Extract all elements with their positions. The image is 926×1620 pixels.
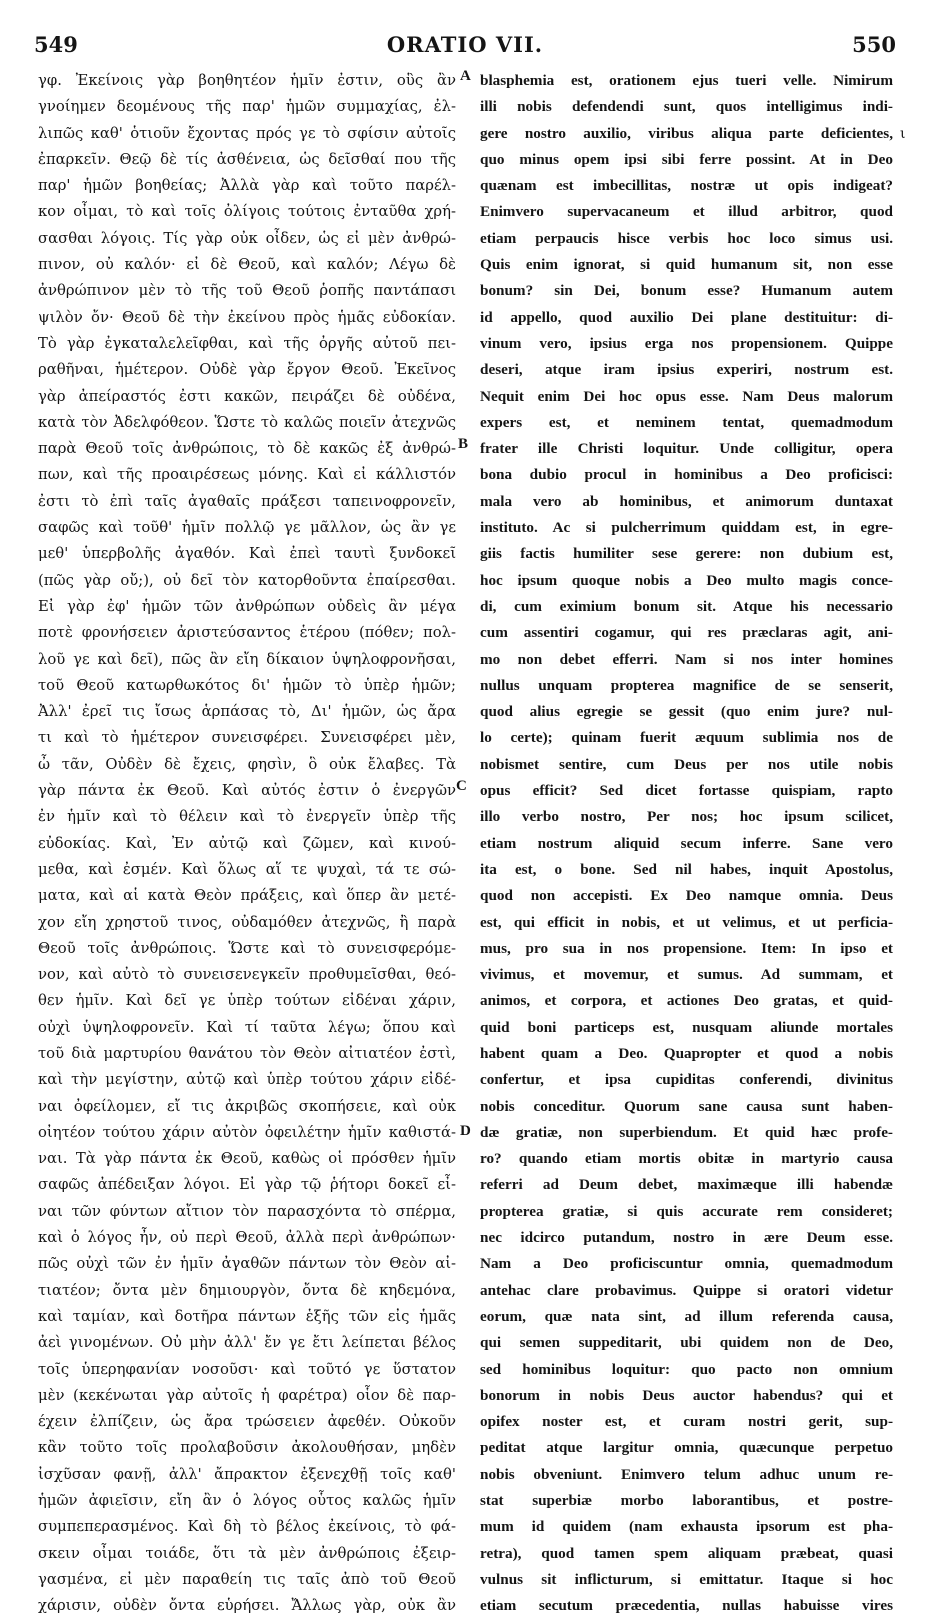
greek-text-line: σαφῶς ἀπέδειξαν λόγοι. Εἰ γὰρ τῷ ῥήτορι δοκεῖ εἶ- (38, 1176, 456, 1194)
latin-text-line: animos, et corpora, et actiones Deo gratas, et quid- (480, 992, 893, 1010)
greek-text-line: ἀεὶ γινομένων. Οὐ μὴν ἀλλ' ἔν γε ἔτι λείπεται βέλος (38, 1334, 456, 1352)
page-number-left: 549 (34, 32, 78, 57)
greek-text-line: Τὸ γὰρ ἐγκαταλελεῖφθαι, καὶ τῆς ὀργῆς αὐτοῦ πει- (38, 334, 456, 352)
greek-text-line: ναι. Τὰ γὰρ πάντα ἐκ Θεοῦ, καθὼς οἱ πρόσθεν ἡμῖν (38, 1150, 456, 1168)
latin-text-line: nobismet sentire, cum Deus per nos utile nobis (480, 755, 893, 773)
greek-text-line: τοῖς ὑπερηφανίαν νοσοῦσι· καὶ τοῦτό γε ὕστατον (38, 1360, 456, 1378)
latin-text-line: antehac clare probavimus. Quippe si oratori videtur (480, 1281, 893, 1299)
greek-text-line: οὐχὶ ὑψηλοφρονεῖν. Καὶ τί ταῦτα λέγω; ὅπου καὶ (38, 1018, 456, 1036)
latin-text-line: deseri, atque iram ipsius experiri, nostrum est. (480, 361, 893, 379)
margin-mark: ι (900, 126, 906, 142)
greek-text-line: τιατέον; ὄντα μὲν δημιουργὸν, ὄντα δὲ κηδεμόνα, (38, 1281, 456, 1299)
greek-text-line: παρὰ Θεοῦ τοῖς ἀνθρώποις, τὸ δὲ κακῶς ἐξ ἀνθρώ- (38, 440, 456, 458)
greek-text-line: ναι τῶν φύντων αἴτιον τὸν παρασχόντα τὸ σπέρμα, (38, 1202, 456, 1220)
latin-text-line: mum id quidem (nam exhausta ipsorum est pha- (480, 1518, 893, 1536)
greek-text-line: χάρισιν, οὐδὲν ὄντα εὑρήσει. Ἄλλως γὰρ, οὐκ ἂν (38, 1597, 456, 1615)
latin-text-line: opifex noster est, et curam nostri gerit, sup- (480, 1413, 893, 1431)
latin-text-line: quod alius egregie se gessit (quo enim jure? nul- (480, 703, 893, 721)
greek-text-line: κἂν τοῦτο τοῖς προλαβοῦσιν ἀκολουθήσαν, μηδὲν (38, 1439, 456, 1457)
latin-text-line: Enimvero supervacaneum et illud arbitror, quod (480, 203, 893, 221)
latin-text-column (480, 68, 893, 1615)
latin-text-line: bona dubio procul in hominibus a Deo proficisci: (480, 466, 893, 484)
latin-text-line: Nam a Deo proficiscuntur omnia, quemadmodum (480, 1255, 893, 1273)
latin-text-line: quod non accepisti. Ex Deo namque omnia. Deus (480, 887, 893, 905)
latin-text-line: propterea gratiæ, si quis accurate rem consideret; (480, 1202, 893, 1220)
greek-text-line: πων, καὶ τῆς προαιρέσεως μόνης. Καὶ εἰ κάλλιστόν (38, 466, 456, 484)
latin-text-line: instituto. Ac si pulcherrimum quiddam est, in egre- (480, 519, 893, 537)
greek-text-line: γασμένα, εἰ μὲν παραθείη τις ταῖς ἀπὸ τοῦ Θεοῦ (38, 1570, 456, 1588)
latin-text-line: mala vero ab hominibus, et animorum duntaxat (480, 492, 893, 510)
greek-text-line: πῶς οὐχὶ τῶν ἐν ἡμῖν ἀγαθῶν πάντων τὸν Θεὸν αἰ- (38, 1255, 456, 1273)
latin-text-line: etiam nostrum aliquid secum inferre. Sane vero (480, 834, 893, 852)
greek-text-line: ψιλὸν ὄν· Θεοῦ δὲ τὴν ἐκείνου πρὸς ἡμᾶς εὐδοκίαν. (38, 308, 456, 326)
latin-text-line: ita est, o bone. Sed nil habes, inquit Apostolus, (480, 860, 893, 878)
greek-text-line: γὰρ ἀπείραστός ἐστι κακῶν, πειράζει δὲ οὐδένα, (38, 387, 456, 405)
greek-text-line: (πῶς γὰρ οὔ;), οὐ δεῖ τὸν κατορθοῦντα ἐπαίρεσθαι. (38, 571, 456, 589)
latin-text-line: confertur, et ipsa cupiditas conferendi, divinitus (480, 1071, 893, 1089)
greek-text-line: ἐπαρκεῖν. Θεῷ δὲ τίς ἀσθένεια, ὡς δεῖσθαί που τῆς (38, 150, 456, 168)
latin-text-line: etiam perpaucis hisce verbis hoc loco simus usi. (480, 229, 893, 247)
greek-text-line: εὐδοκίας. Καὶ, Ἐν αὐτῷ καὶ ζῶμεν, καὶ κινού- (38, 834, 456, 852)
greek-text-line: μὲν (κεκένωται γὰρ αὐτοῖς ἡ φαρέτρα) οἷον δὲ παρ- (38, 1386, 456, 1404)
greek-text-column (38, 68, 456, 1615)
greek-text-line: ἐν ἡμῖν καὶ τὸ θέλειν καὶ τὸ ἐνεργεῖν ὑπὲρ τῆς (38, 808, 456, 826)
greek-text-line: τοῦ Θεοῦ κατωρθωκότος δι' ἡμῶν τὸ ὑπὲρ ἡμῶν; (38, 676, 456, 694)
greek-text-line: οἰητέον τούτου χάριν αὐτὸν ὀφειλέτην ἡμῖν καθιστά- (38, 1123, 456, 1141)
latin-text-line: eorum, quæ nata sint, ad illum referenda causa, (480, 1307, 893, 1325)
greek-text-line: κον οἶμαι, τὸ καὶ τοῖς ὀλίγοις τούτοις ἐνταῦθα χρή- (38, 203, 456, 221)
latin-text-line: retra), quod tamen spem aliquam præbeat, quasi (480, 1544, 893, 1562)
greek-text-line: έχειν ἐλπίζειν, ὡς ἄρα τρώσειεν ἀφεθέν. Οὐκοῦν (38, 1413, 456, 1431)
greek-text-line: μεθα, καὶ ἐσμέν. Καὶ ὅλως αἵ τε ψυχαὶ, τά τε σώ- (38, 860, 456, 878)
latin-text-line: di, cum eximium bonum sit. Atque his necessario (480, 597, 893, 615)
latin-text-line: vulnus sit inflicturum, si emittatur. Itaque si hoc (480, 1570, 893, 1588)
greek-text-line: Εἰ γὰρ ἐφ' ἡμῶν τῶν ἀνθρώπων οὐδεὶς ἂν μέγα (38, 597, 456, 615)
greek-text-line: μεθ' ὑπερβολῆς ἀγαθόν. Καὶ ἐπεὶ ταυτὶ ξυνδοκεῖ (38, 545, 456, 563)
greek-text-line: γφ. Ἐκείνοις γὰρ βοηθητέον ἡμῖν ἐστιν, οὓς ἂν (38, 72, 456, 89)
latin-text-line: id appello, quod auxilio Dei plane destituitur: di- (480, 308, 893, 326)
latin-text-line: Quis enim ignorat, si quid humanum sit, non esse (480, 256, 893, 274)
latin-text-line: hoc ipsum quoque nobis a Deo multo magis conce- (480, 571, 893, 589)
greek-text-line: σαφῶς καὶ τοῦθ' ἡμῖν πολλῷ γε μᾶλλον, ὡς ἂν γε (38, 519, 456, 537)
greek-text-line: τι καὶ τὸ ἡμέτερον συνεισφέρει. Συνεισφέρει μὲν, (38, 729, 456, 747)
greek-text-line: καὶ ταμίαν, καὶ δοτῆρα πάντων ἑξῆς τῶν εἰς ἡμᾶς (38, 1307, 456, 1325)
latin-text-line: illo verbo nostro, Per nos; hoc ipsum scilicet, (480, 808, 893, 826)
greek-text-line: Θεοῦ τοῖς ἀνθρώποις. Ὥστε καὶ τὸ συνεισφερόμε- (38, 939, 456, 957)
latin-text-line: expers est, et neminem tentat, quemadmodum (480, 413, 893, 431)
greek-text-line: σασθαι λόγοις. Τίς γὰρ οὐκ οἶδεν, ὡς εἰ μὲν ἀνθρώ- (38, 229, 456, 247)
section-marker-a: A (460, 68, 471, 84)
greek-text-line: παρ' ἡμῶν βοηθείας; Ἀλλὰ γὰρ καὶ τοῦτο παρέλ- (38, 177, 456, 195)
running-title: ORATIO VII. (386, 32, 544, 57)
latin-text-line: lo certe); quinam fuerit æquum sublimia nos de (480, 729, 893, 747)
latin-text-line: referri ad Deum debet, maximæque illi habendæ (480, 1176, 893, 1194)
greek-text-line: Ἀλλ' ἐρεῖ τις ἴσως ἁρπάσας τὸ, Δι' ἡμῶν, ὡς ἄρα (38, 703, 456, 721)
greek-text-line: λιπῶς καθ' ὁτιοῦν ἔχοντας πρός γε τὸ σφίσιν αὐτοῖς (38, 124, 456, 142)
latin-text-line: qui semen suppeditarit, ubi quidem non de Deo, (480, 1334, 893, 1352)
greek-text-line: νον, καὶ αὐτὸ τὸ συνεισενεγκεῖν προθυμεῖσθαι, θεό- (38, 966, 456, 984)
latin-text-line: bonorum in nobis Deus auctor habendus? qui et (480, 1386, 893, 1404)
greek-text-line: καὶ τὴν μεγίστην, αὐτῷ καὶ ὑπὲρ τούτου χάριν εἰδέ- (38, 1071, 456, 1089)
latin-text-line: dæ gratiæ, non superbiendum. Et quid hæc profe- (480, 1123, 893, 1141)
section-marker-b: B (458, 436, 469, 452)
latin-text-line: peditat atque largitur omnia, quæcunque perpetuo (480, 1439, 893, 1457)
latin-text-line: mus, pro sua in nos propensione. Item: In ipso et (480, 939, 893, 957)
latin-text-line: nullus unquam propterea magnifice de se senserit, (480, 676, 893, 694)
latin-text-line: bonum? sin Dei, bonum esse? Humanum autem (480, 282, 893, 300)
latin-text-line: sed hominibus loquitur: quo pacto non omnium (480, 1360, 893, 1378)
latin-text-line: vinum vero, ipsius erga nos propensionem. Quippe (480, 334, 893, 352)
greek-text-line: χον εἴη χρηστοῦ τινος, οὐδαμόθεν ἀτεχνῶς, ἢ παρὰ (38, 913, 456, 931)
greek-text-line: λοῦ γε καὶ δεῖ), πῶς ἂν εἴη δίκαιον ὑψηλοφρονῆσαι, (38, 650, 456, 668)
page-number-right: 550 (852, 32, 896, 57)
greek-text-line: ἰσχῦσαν φανῇ, ἀλλ' ἄπρακτον ἐξενεχθῇ τοῖς καθ' (38, 1465, 456, 1483)
section-marker-c: C (456, 778, 467, 794)
latin-text-line: est, qui efficit in nobis, et ut velimus, et ut perficia- (480, 913, 893, 931)
latin-text-line: blasphemia est, orationem ejus tueri velle. Nimirum (480, 72, 893, 89)
greek-text-line: σκειν οἶμαι τοιάδε, ὅτι τὰ μὲν ἀνθρώποις ἐξειρ- (38, 1544, 456, 1562)
latin-text-line: illi nobis defendendi sunt, quos intelligimus indi- (480, 98, 893, 116)
latin-text-line: mo non debet efferri. Nam si nos inter homines (480, 650, 893, 668)
page-header (34, 32, 896, 66)
latin-text-line: nec idcirco putandum, nostro in ære Deum esse. (480, 1229, 893, 1247)
latin-text-line: quid boni particeps est, nusquam aliunde mortales (480, 1018, 893, 1036)
greek-text-line: θεν ἡμῖν. Καὶ δεῖ γε ὑπὲρ τούτων εἰδέναι χάριν, (38, 992, 456, 1010)
latin-text-line: opus efficit? Sed dicet fortasse quispiam, rapto (480, 782, 893, 800)
latin-text-line: quo minus opem ipsi sibi ferre possint. At in Deo (480, 150, 893, 168)
greek-text-line: ματα, καὶ αἱ κατὰ Θεὸν πράξεις, καὶ ὅπερ ἂν μετέ- (38, 887, 456, 905)
latin-text-line: nobis obveniunt. Enimvero telum adhuc unum re- (480, 1465, 893, 1483)
greek-text-line: ναι ὀφείλομεν, εἴ τις ἀκριβῶς σκοπήσειε, καὶ οὐκ (38, 1097, 456, 1115)
latin-text-line: quænam est imbecillitas, nostræ ut opis indigeat? (480, 177, 893, 195)
greek-text-line: ἐστι τὸ ἐπὶ ταῖς ἀγαθαῖς πράξεσι ταπεινοφρονεῖν, (38, 492, 456, 510)
latin-text-line: frater ille Christi loquitur. Unde colligitur, opera (480, 440, 893, 458)
section-marker-d: D (460, 1123, 471, 1139)
latin-text-line: ro? quando etiam mortis obitæ in martyrio causa (480, 1150, 893, 1168)
greek-text-line: καὶ ὁ λόγος ἦν, οὐ περὶ Θεοῦ, ἀλλὰ περὶ ἀνθρώπων· (38, 1229, 456, 1247)
greek-text-line: γνοίημεν δεομένους τῆς παρ' ἡμῶν συμμαχίας, ἐλ- (38, 98, 456, 116)
latin-text-line: vivimus, et movemur, et sumus. Ad summam, et (480, 966, 893, 984)
latin-text-line: giis factis humiliter sese gerere: non dubium est, (480, 545, 893, 563)
greek-text-line: ἡμῶν ἀφιεῖσιν, εἴη ἂν ὁ λόγος οὗτος καλῶς ἡμῖν (38, 1492, 456, 1510)
greek-text-line: συμπεπερασμένος. Καὶ δὴ τὸ βέλος ἐκείνοις, τὸ φά- (38, 1518, 456, 1536)
greek-text-line: γὰρ πάντα ἐκ Θεοῦ. Καὶ αὐτός ἐστιν ὁ ἐνεργῶν (38, 782, 456, 800)
greek-text-line: κατὰ τὸν Ἀδελφόθεον. Ὥστε τὸ καλῶς ποιεῖν ἀτεχνῶς (38, 413, 456, 431)
latin-text-line: stat superbiæ morbo laborantibus, et postre- (480, 1492, 893, 1510)
latin-text-line: nobis conceditur. Quorum sane causa sunt haben- (480, 1097, 893, 1115)
latin-text-line: Nequit enim Dei hoc opus esse. Nam Deus malorum (480, 387, 893, 405)
latin-text-line: cum assentiri cogamur, qui res præclaras agit, ani- (480, 624, 893, 642)
latin-text-line: habent quam a Deo. Quapropter et quod a nobis (480, 1044, 893, 1062)
latin-text-line: etiam secutum præcedentia, nullas habuisse vires (480, 1597, 893, 1615)
greek-text-line: ὦ τᾶν, Οὐδὲν δὲ ἔχεις, φησὶν, ὃ οὐκ ἔλαβες. Τὰ (38, 755, 456, 773)
latin-text-line: gere nostro auxilio, viribus aliqua parte deficientes, (480, 124, 893, 142)
greek-text-line: ἀνθρώπινον μὲν τὸ τῆς τοῦ Θεοῦ ῥοπῆς παντάπασι (38, 282, 456, 300)
greek-text-line: ραθῆναι, ἡμέτερον. Οὐδὲ γὰρ ἔργον Θεοῦ. Ἐκεῖνος (38, 361, 456, 379)
greek-text-line: πινον, οὐ καλόν· εἰ δὲ Θεοῦ, καὶ καλόν; Λέγω δὲ (38, 256, 456, 274)
greek-text-line: ποτὲ φρονήσειεν ἀριστεύσαντος ἑτέρου (πόθεν; πολ- (38, 624, 456, 642)
greek-text-line: τοῦ διὰ μαρτυρίου θανάτου τὸν Θεὸν αἰτιατέον ἐστὶ, (38, 1044, 456, 1062)
